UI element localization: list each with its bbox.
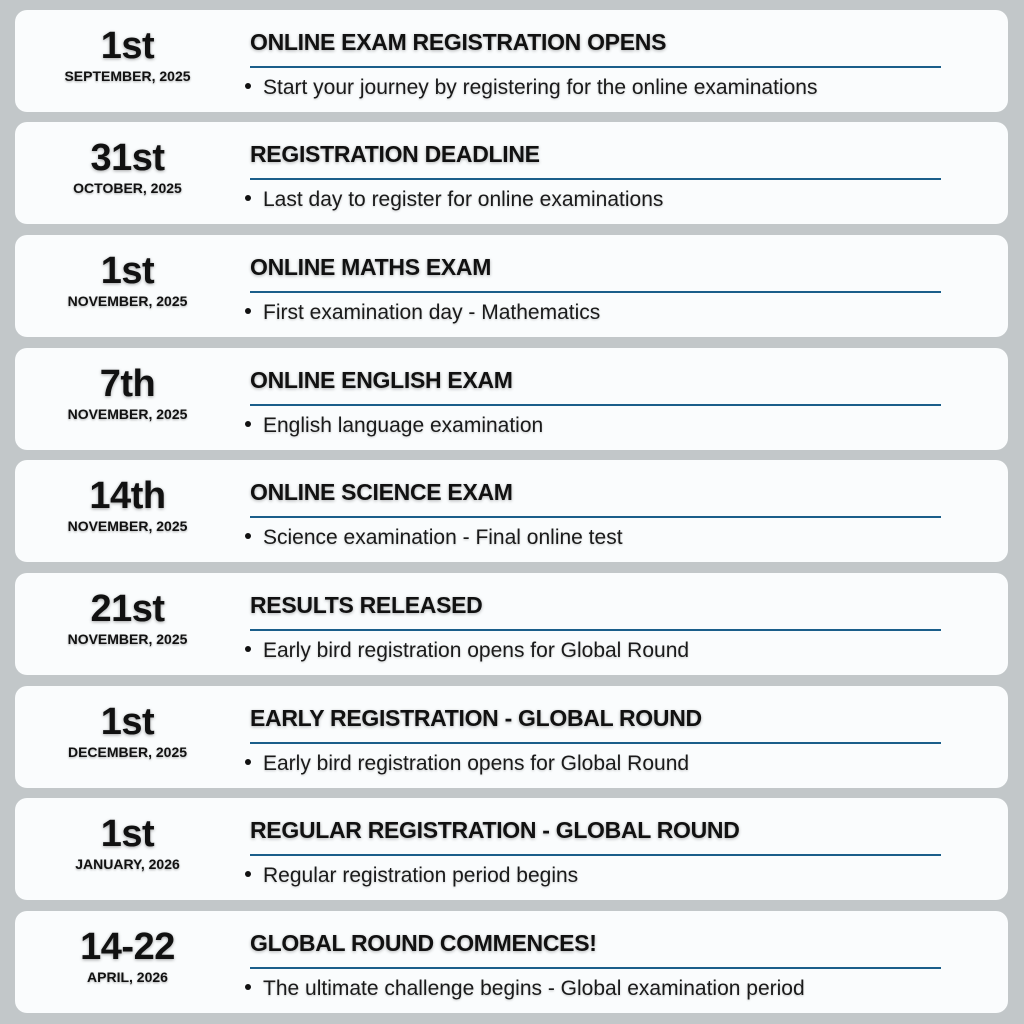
event-description-text: English language examination (263, 414, 544, 437)
event-month-year: NOVEMBER, 2025 (67, 631, 188, 647)
event-description (241, 750, 689, 778)
event-description-text: First examination day - Mathematics (263, 301, 601, 324)
event-date (15, 573, 240, 675)
bullet-icon (245, 871, 251, 877)
event-description (241, 74, 817, 102)
event-day: 21st (90, 588, 165, 630)
event-card (15, 122, 1008, 224)
title-divider (250, 629, 941, 631)
event-description-text: The ultimate challenge begins - Global examination period (263, 977, 805, 1000)
event-day: 7th (99, 363, 156, 405)
event-day: 1st (100, 250, 155, 292)
bullet-icon (245, 421, 251, 427)
title-divider (250, 854, 941, 856)
bullet-icon (245, 83, 251, 89)
title-divider (250, 291, 941, 293)
bullet-icon (245, 646, 251, 652)
event-title: REGULAR REGISTRATION - GLOBAL ROUND (250, 817, 740, 843)
title-divider (250, 742, 941, 744)
event-card (15, 573, 1008, 675)
event-month-year: NOVEMBER, 2025 (67, 293, 188, 309)
event-description (241, 186, 663, 214)
event-date (15, 460, 240, 562)
bullet-icon (245, 984, 251, 990)
event-description-text: Early bird registration opens for Global Round (263, 639, 690, 662)
event-day: 1st (100, 813, 155, 855)
event-description-text: Last day to register for online examinations (263, 188, 664, 211)
title-divider (250, 66, 941, 68)
bullet-icon (245, 759, 251, 765)
event-description (241, 299, 600, 327)
event-date (15, 235, 240, 337)
event-date (15, 686, 240, 788)
event-title: REGISTRATION DEADLINE (250, 141, 540, 167)
event-card (15, 10, 1008, 112)
event-month-year: OCTOBER, 2025 (73, 180, 182, 196)
event-title: ONLINE MATHS EXAM (250, 254, 492, 280)
title-divider (250, 178, 941, 180)
event-month-year: SEPTEMBER, 2025 (64, 68, 191, 84)
event-description-text: Science examination - Final online test (263, 526, 623, 549)
event-day: 1st (100, 701, 155, 743)
event-description (241, 524, 623, 552)
event-title: EARLY REGISTRATION - GLOBAL ROUND (250, 705, 702, 731)
event-description-text: Regular registration period begins (263, 864, 579, 887)
bullet-icon (245, 195, 251, 201)
event-month-year: DECEMBER, 2025 (67, 744, 188, 760)
event-card (15, 235, 1008, 337)
event-title: ONLINE SCIENCE EXAM (250, 479, 513, 505)
title-divider (250, 967, 941, 969)
event-title: RESULTS RELEASED (250, 592, 483, 618)
event-date (15, 911, 240, 1013)
event-description (241, 862, 578, 890)
event-day: 14th (89, 475, 166, 517)
event-title: ONLINE EXAM REGISTRATION OPENS (250, 29, 667, 55)
event-card (15, 460, 1008, 562)
event-month-year: NOVEMBER, 2025 (67, 406, 188, 422)
event-day: 1st (100, 25, 155, 67)
event-day: 14-22 (80, 926, 175, 968)
bullet-icon (245, 308, 251, 314)
event-card (15, 686, 1008, 788)
event-description (241, 637, 689, 665)
event-date (15, 348, 240, 450)
event-month-year: APRIL, 2026 (87, 969, 168, 985)
event-title: GLOBAL ROUND COMMENCES! (250, 930, 597, 956)
event-description-text: Early bird registration opens for Global Round (263, 752, 690, 775)
event-card (15, 911, 1008, 1013)
event-date (15, 10, 240, 112)
title-divider (250, 516, 941, 518)
event-month-year: JANUARY, 2026 (75, 856, 180, 872)
event-day: 31st (90, 137, 165, 179)
event-month-year: NOVEMBER, 2025 (67, 518, 188, 534)
title-divider (250, 404, 941, 406)
event-description (241, 412, 543, 440)
event-date (15, 122, 240, 224)
event-card (15, 798, 1008, 900)
event-card (15, 348, 1008, 450)
event-description (241, 975, 805, 1003)
event-description-text: Start your journey by registering for the online examinations (263, 76, 818, 99)
event-title: ONLINE ENGLISH EXAM (250, 367, 513, 393)
bullet-icon (245, 533, 251, 539)
event-date (15, 798, 240, 900)
